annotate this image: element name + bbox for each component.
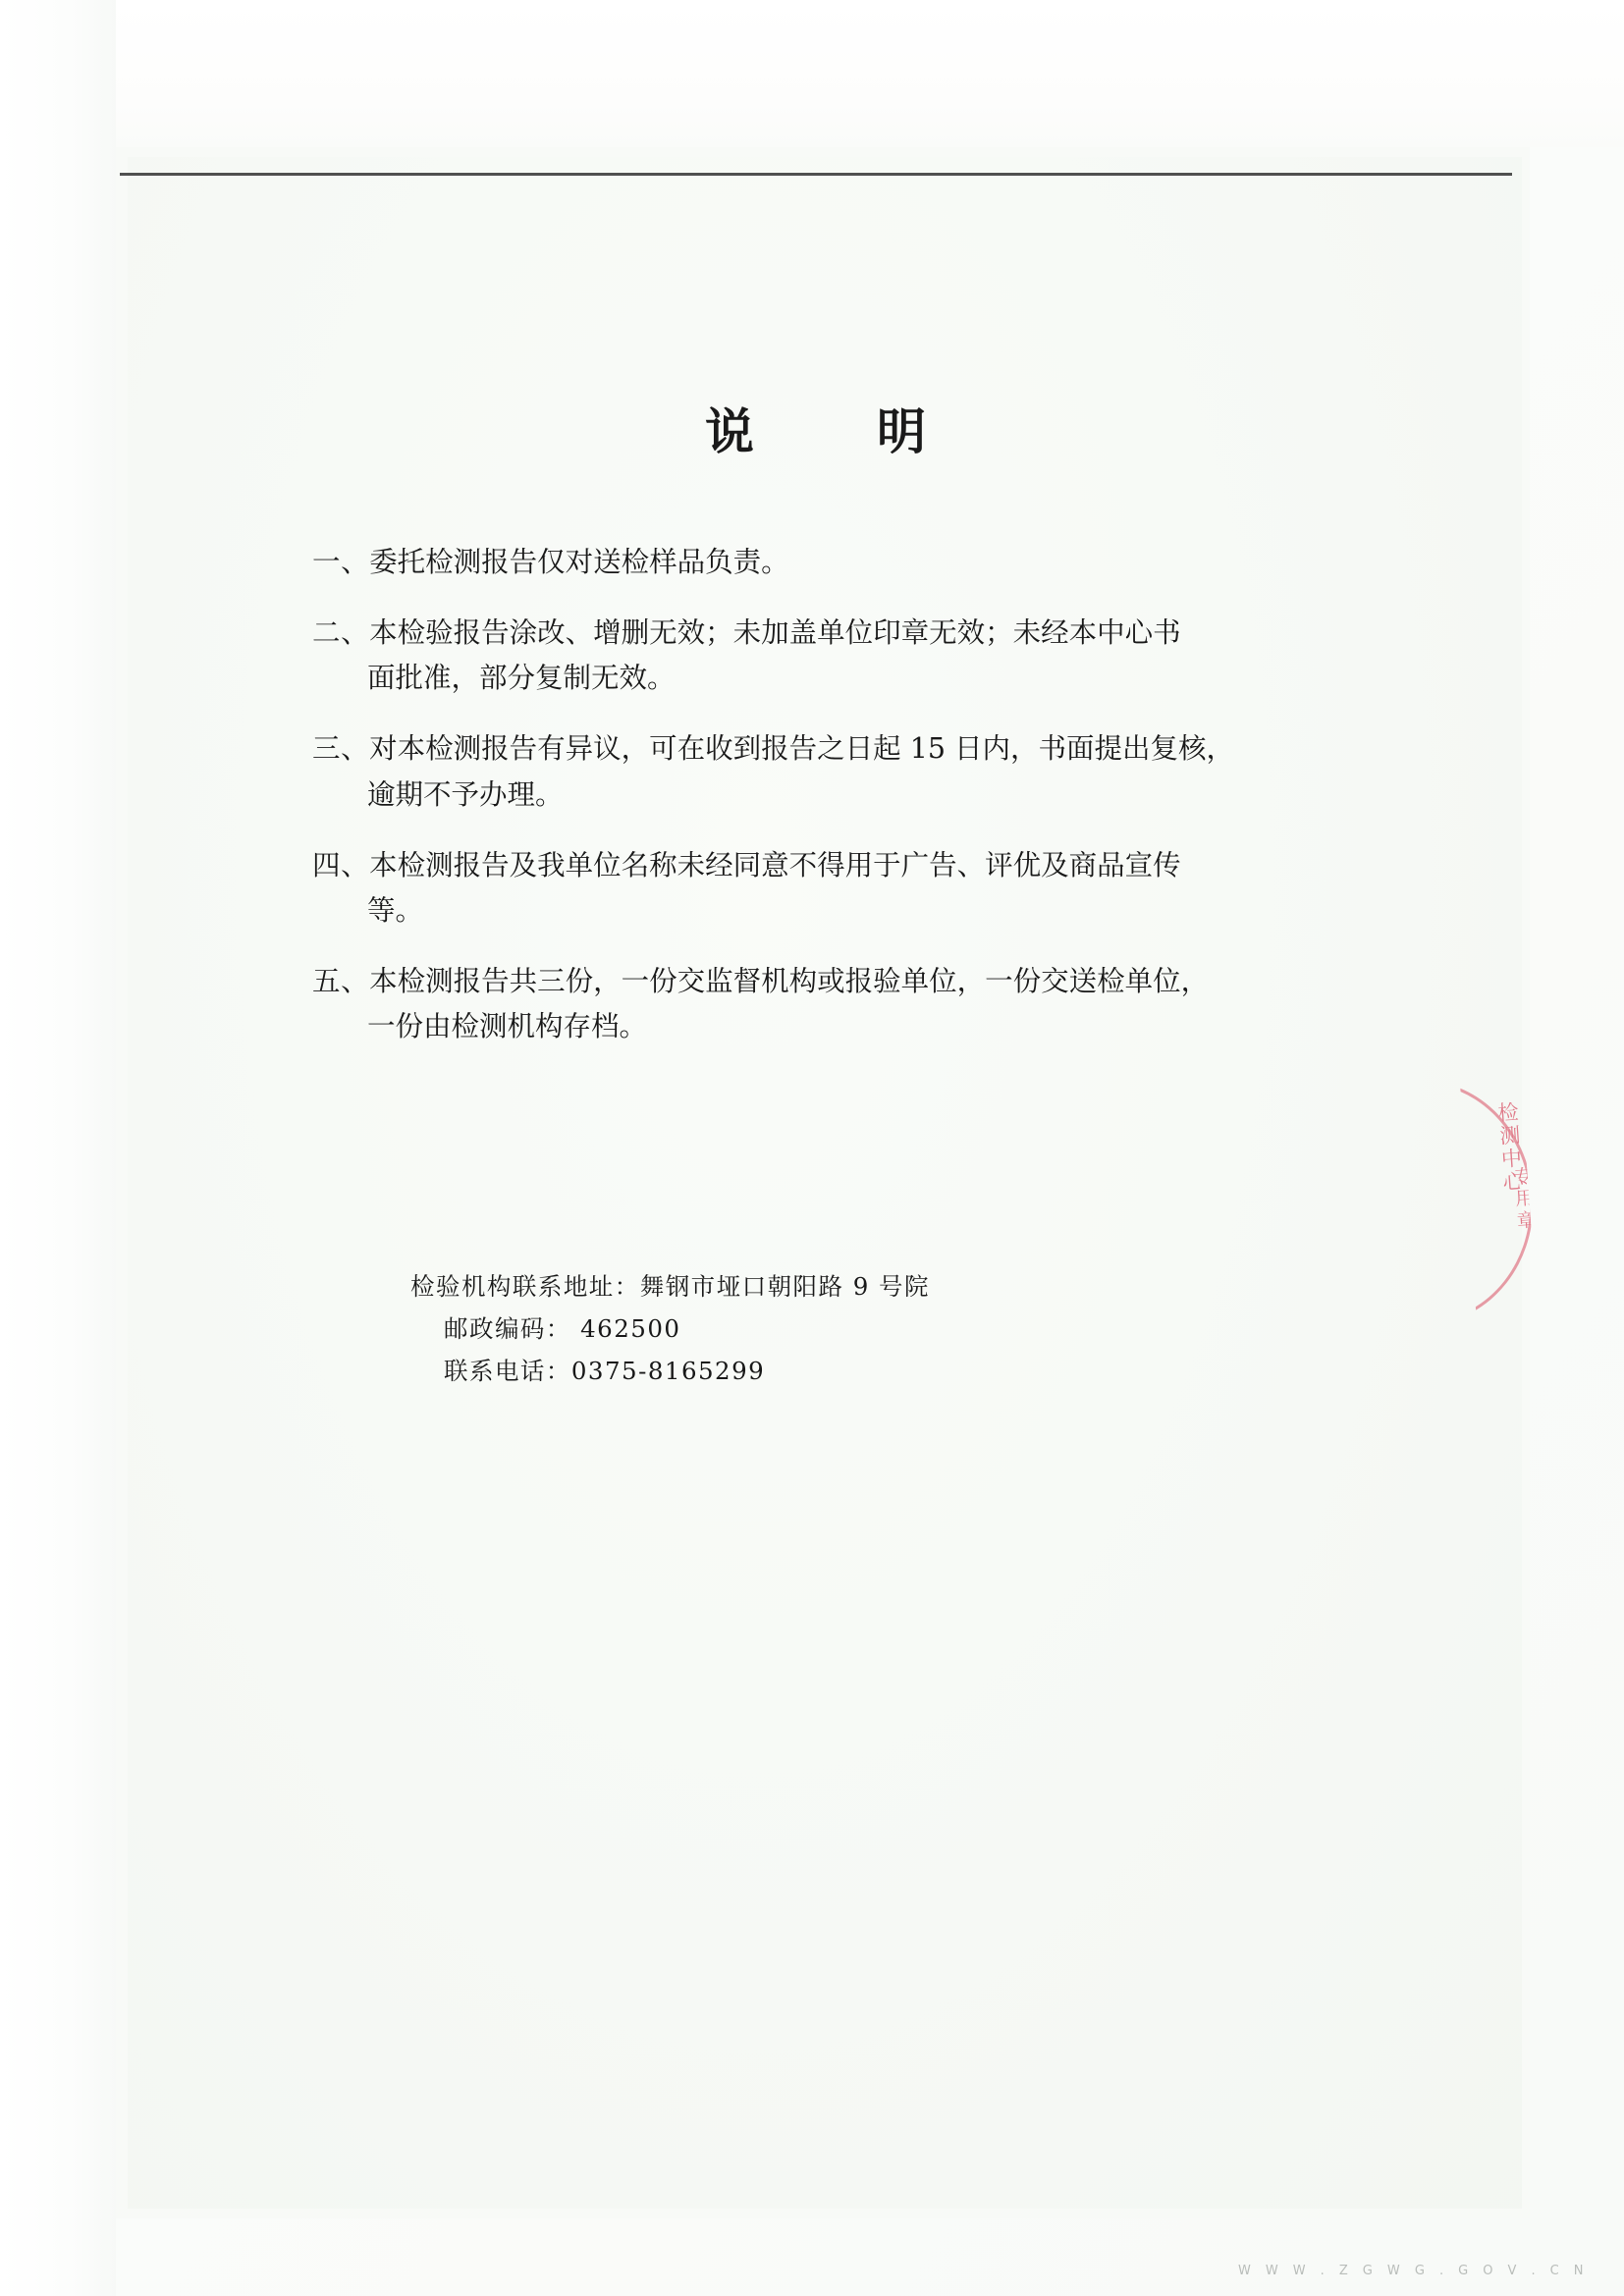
clause-number: 五、	[312, 965, 370, 998]
clause-item	[312, 726, 1373, 817]
page-title	[116, 393, 1530, 463]
clause-text: 本检验报告涂改、增删无效；未加盖单位印章无效；未经本中心书	[369, 616, 1181, 650]
clause-text: 对本检测报告有异议，可在收到报告之日起 15 日内，书面提出复核，	[369, 732, 1235, 766]
contact-postcode: 邮政编码： 462500	[444, 1313, 681, 1343]
contact-address: 检验机构联系地址：舞钢市垭口朝阳路 9 号院	[410, 1272, 931, 1301]
contact-phone: 联系电话：0375-8165299	[444, 1356, 766, 1385]
clause-list	[312, 540, 1373, 1075]
clause-number: 二、	[312, 616, 370, 650]
clause-number: 三、	[312, 732, 370, 766]
clause-text-continued: 一份由检测机构存档。	[367, 1010, 648, 1043]
scan-edge-left	[0, 0, 116, 2296]
clause-item	[312, 540, 1373, 585]
clause-number: 四、	[312, 848, 370, 881]
clause-item	[312, 611, 1373, 701]
site-watermark: W W W . Z G W G . G O V . C N	[1237, 2264, 1589, 2278]
contact-block	[410, 1266, 1294, 1393]
clause-text: 本检测报告共三份，一份交监督机构或报验单位，一份交送检单位，	[369, 965, 1210, 998]
clause-text: 本检测报告及我单位名称未经同意不得用于广告、评优及商品宣传	[369, 848, 1181, 881]
seal-text-main: 检测中心	[1494, 1100, 1525, 1195]
scan-edge-top	[0, 0, 1624, 147]
clause-text-continued: 面批准，部分复制无效。	[367, 662, 676, 695]
clause-text-continued: 逾期不予办理。	[367, 777, 564, 811]
clause-text: 委托检测报告仅对送检样品负责。	[369, 546, 789, 578]
clause-text-continued: 等。	[367, 893, 424, 927]
page-title-char-1: 说	[705, 402, 769, 460]
document-content	[116, 147, 1530, 2218]
seal-text-secondary: 专用章	[1510, 1165, 1537, 1234]
clause-number: 一、	[312, 546, 370, 578]
page-title-char-2: 明	[877, 402, 941, 460]
clause-item	[312, 959, 1373, 1049]
clause-item	[312, 843, 1373, 934]
